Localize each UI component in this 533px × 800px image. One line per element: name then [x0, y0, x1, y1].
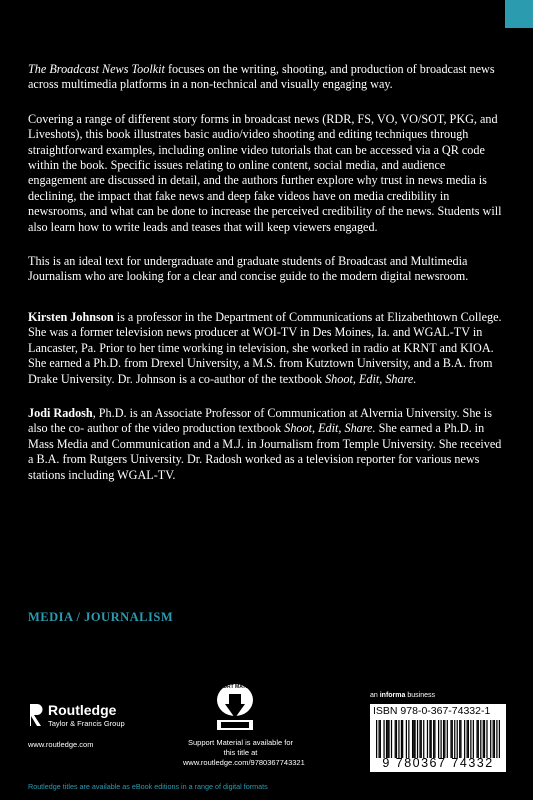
accent-corner [505, 0, 533, 28]
audience-paragraph: This is an ideal text for undergraduate and graduate students of Broadcast and Multimedia Journalism who are looking for a clear and concise guide to the modern digital newsroom. [28, 254, 469, 284]
author2-text-a: , Ph.D. is an Associate Professor of Communication at Alvernia University. She is also the co- author of the video production textbook [28, 405, 493, 436]
back-cover-text [28, 62, 506, 502]
informa-business [370, 692, 506, 699]
barcode-bars [376, 720, 500, 758]
publisher-name: Routledge [48, 702, 117, 718]
intro-paragraph [28, 62, 506, 93]
author2-book: Shoot, Edit, Share. [284, 421, 376, 436]
author2-text-b: She earned a Ph.D. in Mass Media and Communication and a M.J. in Journalism from Temple University. She received a B.A. from Rutgers University. Dr. Radosh worked as a television reporter for various news stations including WGAL-TV. [28, 421, 502, 482]
publisher-group: Taylor & Francis Group [48, 719, 125, 728]
support-badge-label: SUPPORT MATERIAL [209, 684, 261, 690]
isbn-label: ISBN 978-0-367-74332-1 [373, 705, 491, 717]
description-paragraph: Covering a range of different story forms in broadcast news (RDR, FS, VO, VO/SOT, PKG, and Liveshots), this book illustrates basic audio/video shooting and editing techniques through straightforward examples, including online video tutorials that can be accessed via a QR code within the book. Specific issues relating to online content, social media, and audience engagement are discussed in detail, and the authors further explore why trust in news media is declining, the impact that fake news and deep fake videos have on media credibility in newsrooms, and what can be done to increase the perceived credibility of the news. Students will also learn how to write leads and teases that will keep viewers engaged. [28, 111, 502, 234]
publisher-website: www.routledge.com [28, 740, 94, 749]
book-title: The Broadcast News Toolkit [28, 62, 165, 76]
author2-bio [28, 406, 506, 483]
author1-text: is a professor in the Department of Communications at Elizabethtown College. She was a former television news producer at WOI-TV in Des Moines, Ia. and WGAL-TV in Lancaster, Pa. Prior to her time working in television, she worked in radio at KRNT and KIOA. She earned a Ph.D. from Drexel University, a M.S. from Kutztown University, and a B.A. from Drake University. Dr. Johnson is a co-author of the textbook [28, 309, 502, 386]
author1-book: Shoot, Edit, Share. [325, 371, 417, 386]
informa-suffix: business [405, 692, 435, 699]
routledge-mark-icon [28, 702, 44, 728]
subject-category: MEDIA / JOURNALISM [28, 610, 174, 624]
informa-prefix: an [370, 692, 380, 699]
barcode-block [370, 692, 506, 772]
isbn-barcode [370, 704, 506, 772]
ebook-note: Routledge titles are available as eBook editions in a range of digital formats [28, 782, 268, 791]
author1-bio [28, 310, 506, 387]
author1-name: Kirsten Johnson [28, 309, 114, 324]
support-material-text: Support Material is available for this title at www.routledge.com/9780367743321 [183, 738, 305, 767]
support-material-icon [185, 680, 285, 734]
author2-name: Jodi Radosh [28, 405, 93, 420]
intro-text: focuses on the writing, shooting, and production of broadcast news across multimedia platforms in a non-technical and visually engaging way. [28, 62, 495, 92]
informa-brand: informa [379, 692, 406, 699]
top-band [0, 0, 533, 28]
isbn-digits: 9 780367 74332 [382, 756, 494, 770]
routledge-logo [28, 700, 148, 740]
